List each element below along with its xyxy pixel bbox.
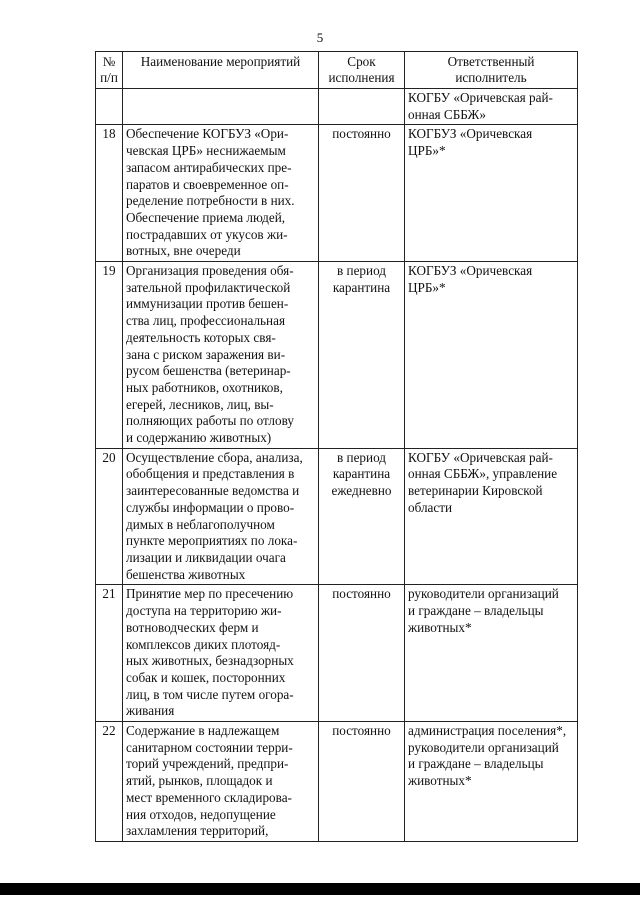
table-row — [96, 89, 578, 125]
row-name: Обеспечение КОГБУЗ «Ори- чевская ЦРБ» неснижаемым запасом антирабических пре- паратов и своевременное оп- ределение потребности в них. Обеспечение приема людей, пострадавших от укусов жи- вотных, вне очереди — [123, 125, 319, 262]
table-row — [96, 125, 578, 262]
row-responsible: администрация поселения*, руководители организаций и граждане – владельцы животных* — [405, 722, 578, 842]
row-responsible: КОГБУ «Оричевская рай- онная СББЖ» — [405, 89, 578, 125]
page-number: 5 — [316, 30, 324, 45]
row-responsible: КОГБУЗ «Оричевская ЦРБ»* — [405, 262, 578, 449]
scan-edge-bar — [0, 883, 640, 895]
row-num: 21 — [96, 585, 123, 722]
header-term: Срок исполнения — [319, 52, 405, 89]
table-header-row — [96, 52, 578, 89]
header-name: Наименование мероприятий — [123, 52, 319, 89]
row-term: в период карантина ежедневно — [319, 448, 405, 585]
row-name: Осуществление сбора, анализа, обобщения и представления в заинтересованные ведомства и службы информации о прово- димых в неблагополучном пункте мероприятиях по лока- лизации и ликвидации очага бешенства животных — [123, 448, 319, 585]
row-term: в период карантина — [319, 262, 405, 449]
row-num: 20 — [96, 448, 123, 585]
row-term: постоянно — [319, 722, 405, 842]
row-term: постоянно — [319, 125, 405, 262]
measures-table — [95, 51, 578, 842]
row-name — [123, 89, 319, 125]
row-name: Организация проведения обя- зательной профилактической иммунизации против бешен- ства лиц, профессиональная деятельность которых свя- зана с риском заражения ви- русом бешенства (ветеринар- ных работников, охотников, егерей, лесников, лиц, вы- полняющих работы по отлову и содержанию животных) — [123, 262, 319, 449]
table-row — [96, 448, 578, 585]
row-term — [319, 89, 405, 125]
row-responsible: руководители организаций и граждане – владельцы животных* — [405, 585, 578, 722]
row-responsible: КОГБУ «Оричевская рай- онная СББЖ», управление ветеринарии Кировской области — [405, 448, 578, 585]
row-name: Принятие мер по пресечению доступа на территорию жи- вотноводческих ферм и комплексов диких плотояд- ных животных, безнадзорных собак и кошек, посторонних лиц, в том числе путем огора- живания — [123, 585, 319, 722]
header-num: № п/п — [96, 52, 123, 89]
table-row — [96, 585, 578, 722]
table-row — [96, 722, 578, 842]
row-num: 18 — [96, 125, 123, 262]
row-num: 19 — [96, 262, 123, 449]
table-row — [96, 262, 578, 449]
header-responsible: Ответственный исполнитель — [405, 52, 578, 89]
row-num: 22 — [96, 722, 123, 842]
row-num — [96, 89, 123, 125]
row-term: постоянно — [319, 585, 405, 722]
row-name: Содержание в надлежащем санитарном состоянии терри- торий учреждений, предпри- ятий, рынков, площадок и мест временного складирова- ния отходов, недопущение захламления территорий, — [123, 722, 319, 842]
row-responsible: КОГБУЗ «Оричевская ЦРБ»* — [405, 125, 578, 262]
